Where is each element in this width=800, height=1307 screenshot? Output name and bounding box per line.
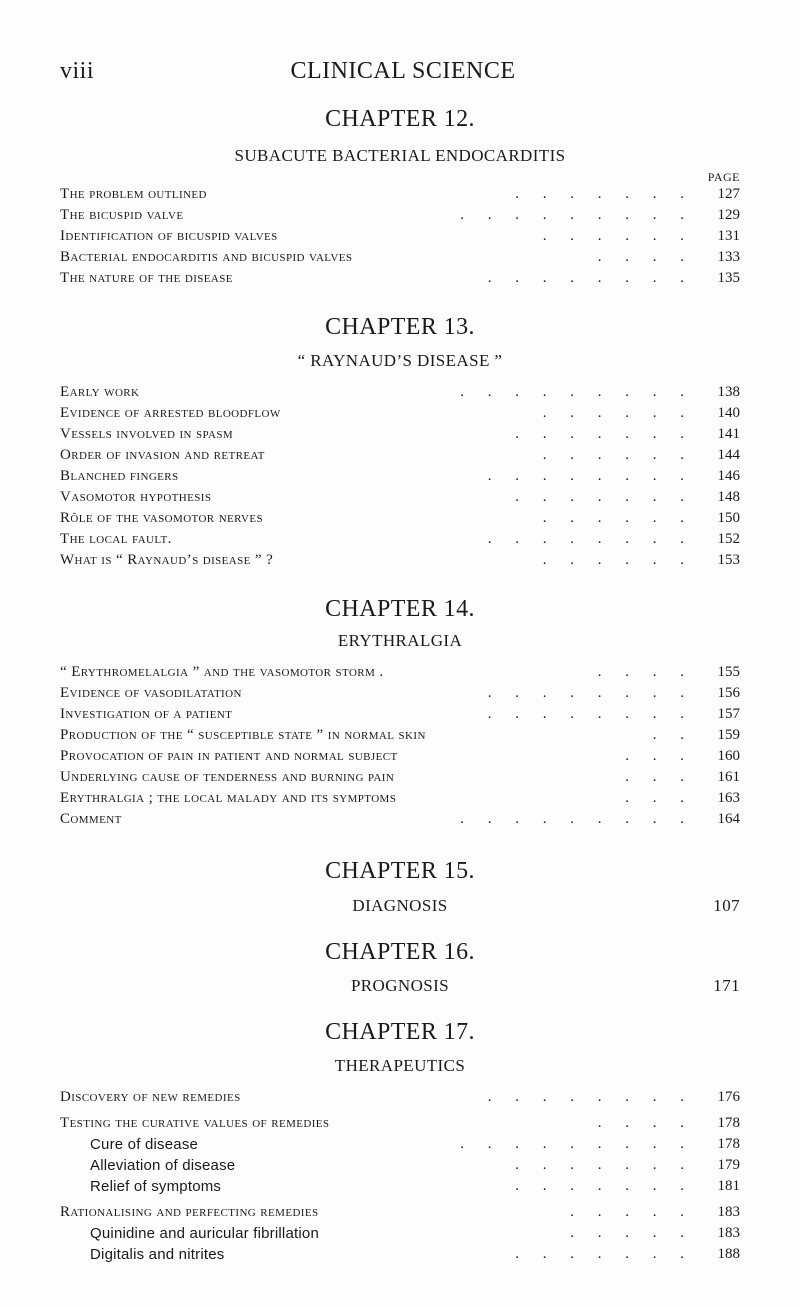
toc-entry-page: 129 bbox=[717, 207, 740, 223]
toc-entry-page: 150 bbox=[717, 510, 740, 526]
chapter-17-title: CHAPTER 17. bbox=[325, 1019, 475, 1045]
toc-entry[interactable] bbox=[60, 1115, 740, 1136]
leader-dots: . . . . bbox=[597, 664, 694, 680]
toc-entry[interactable] bbox=[60, 531, 740, 552]
toc-entry-page: 144 bbox=[717, 447, 740, 463]
leader-dots: . . . . . . . . bbox=[487, 685, 694, 701]
toc-entry-page: 155 bbox=[717, 664, 740, 680]
toc-subentry-page: 178 bbox=[717, 1136, 740, 1152]
toc-entry-label: Early work bbox=[60, 384, 140, 400]
toc-entry-label: Comment bbox=[60, 811, 122, 827]
leader-dots: . . . . . . bbox=[542, 552, 694, 568]
chapter-15-subtitle-text: DIAGNOSIS bbox=[352, 896, 448, 915]
toc-entry[interactable] bbox=[60, 405, 740, 426]
toc-subentry-page: 179 bbox=[717, 1157, 740, 1173]
leader-dots: . . . . . . . . bbox=[487, 468, 694, 484]
chapter-16-page: 171 bbox=[713, 976, 740, 995]
toc-entry[interactable] bbox=[60, 426, 740, 447]
chapter-15-subtitle bbox=[0, 896, 800, 916]
toc-entry-label: Order of invasion and retreat bbox=[60, 447, 265, 463]
leader-dots: . . . . . . . bbox=[515, 186, 694, 202]
toc-entry-page: 140 bbox=[717, 405, 740, 421]
leader-dots: . . bbox=[652, 727, 694, 743]
toc-entry[interactable] bbox=[60, 228, 740, 249]
leader-dots: . . . . . . . bbox=[515, 1157, 694, 1173]
toc-entry-label: Production of the “ susceptible state ” in normal skin bbox=[60, 727, 426, 743]
chapter-15-title: CHAPTER 15. bbox=[325, 858, 475, 884]
toc-subentry[interactable] bbox=[90, 1178, 740, 1199]
leader-dots: . . . . . . . . . bbox=[460, 1136, 694, 1152]
toc-entry-page: 135 bbox=[717, 270, 740, 286]
running-header bbox=[60, 58, 746, 88]
leader-dots: . . . . . bbox=[570, 1204, 694, 1220]
toc-entry-label: Investigation of a patient bbox=[60, 706, 233, 722]
toc-entry-label: “ Erythromelalgia ” and the vasomotor storm . bbox=[60, 664, 384, 680]
leader-dots: . . . . bbox=[597, 249, 694, 265]
chapter-16-subtitle bbox=[0, 976, 800, 996]
toc-entry[interactable] bbox=[60, 447, 740, 468]
toc-entry-page: 164 bbox=[717, 811, 740, 827]
toc-subentry[interactable] bbox=[90, 1136, 740, 1157]
toc-subentry-page: 183 bbox=[717, 1225, 740, 1241]
toc-entry-label: Blanched fingers bbox=[60, 468, 179, 484]
leader-dots: . . . . . . . . bbox=[487, 531, 694, 547]
toc-subentry[interactable] bbox=[90, 1225, 740, 1246]
toc-entry-page: 161 bbox=[717, 769, 740, 785]
toc-entry-page: 146 bbox=[717, 468, 740, 484]
toc-entry-label: Identification of bicuspid valves bbox=[60, 228, 278, 244]
toc-subentry-label: Cure of disease bbox=[90, 1136, 199, 1153]
toc-subentry[interactable] bbox=[90, 1246, 740, 1267]
leader-dots: . . . . . bbox=[570, 1225, 694, 1241]
page-number: viii bbox=[60, 58, 95, 84]
toc-subentry-label: Relief of symptoms bbox=[90, 1178, 222, 1195]
leader-dots: . . . . bbox=[597, 1115, 694, 1131]
chapter-12-subtitle: SUBACUTE BACTERIAL ENDOCARDITIS bbox=[234, 146, 566, 165]
toc-entry[interactable] bbox=[60, 706, 740, 727]
toc-subentry-label: Alleviation of disease bbox=[90, 1157, 236, 1174]
toc-entry-label: Rôle of the vasomotor nerves bbox=[60, 510, 263, 526]
toc-entry-page: 157 bbox=[717, 706, 740, 722]
toc-entry-label: The local fault. bbox=[60, 531, 172, 547]
toc-entry[interactable] bbox=[60, 510, 740, 531]
leader-dots: . . . . . . . bbox=[515, 426, 694, 442]
toc-entry-page: 183 bbox=[717, 1204, 740, 1220]
leader-dots: . . . . . . bbox=[542, 228, 694, 244]
toc-entry-label: Vasomotor hypothesis bbox=[60, 489, 212, 505]
leader-dots: . . . . . . . bbox=[515, 489, 694, 505]
toc-entry-page: 160 bbox=[717, 748, 740, 764]
toc-subentry-label: Digitalis and nitrites bbox=[90, 1246, 225, 1263]
toc-subentry-label: Quinidine and auricular fibrillation bbox=[90, 1225, 319, 1242]
toc-entry-page: 156 bbox=[717, 685, 740, 701]
toc-entry[interactable] bbox=[60, 811, 740, 832]
toc-entry[interactable] bbox=[60, 748, 740, 769]
leader-dots: . . . . . . bbox=[542, 447, 694, 463]
toc-entry[interactable] bbox=[60, 664, 740, 685]
leader-dots: . . . . . . . . . bbox=[460, 207, 694, 223]
toc-entry-label: The nature of the disease bbox=[60, 270, 233, 286]
toc-entry-page: 178 bbox=[717, 1115, 740, 1131]
leader-dots: . . . bbox=[625, 748, 694, 764]
leader-dots: . . . . . . bbox=[542, 510, 694, 526]
toc-entry-page: 141 bbox=[717, 426, 740, 442]
toc-entry[interactable] bbox=[60, 207, 740, 228]
running-title: CLINICAL SCIENCE bbox=[290, 58, 516, 84]
toc-entry-label: Provocation of pain in patient and normal subject bbox=[60, 748, 398, 764]
leader-dots: . . . . . . bbox=[542, 405, 694, 421]
leader-dots: . . . . . . . . . bbox=[460, 384, 694, 400]
toc-entry-label: Vessels involved in spasm bbox=[60, 426, 234, 442]
toc-entry[interactable] bbox=[60, 685, 740, 706]
leader-dots: . . . bbox=[625, 790, 694, 806]
toc-entry[interactable] bbox=[60, 186, 740, 207]
leader-dots: . . . . . . . bbox=[515, 1178, 694, 1194]
toc-entry-page: 133 bbox=[717, 249, 740, 265]
toc-entry-label: The problem outlined bbox=[60, 186, 207, 202]
chapter-15-page: 107 bbox=[713, 896, 740, 915]
chapter-16-subtitle-text: PROGNOSIS bbox=[350, 976, 450, 995]
leader-dots: . . . . . . . bbox=[515, 1246, 694, 1262]
leader-dots: . . . . . . . . bbox=[487, 270, 694, 286]
toc-entry[interactable] bbox=[60, 489, 740, 510]
toc-entry-page: 131 bbox=[717, 228, 740, 244]
toc-entry-page: 163 bbox=[717, 790, 740, 806]
toc-entry-label: Rationalising and perfecting remedies bbox=[60, 1204, 319, 1220]
toc-entry-page: 159 bbox=[717, 727, 740, 743]
toc-entry[interactable] bbox=[60, 384, 740, 405]
leader-dots: . . . . . . . . bbox=[487, 706, 694, 722]
chapter-12-title: CHAPTER 12. bbox=[325, 106, 475, 132]
toc-entry[interactable] bbox=[60, 769, 740, 790]
leader-dots: . . . . . . . . . bbox=[460, 811, 694, 827]
toc-entry-page: 148 bbox=[717, 489, 740, 505]
toc-entry-page: 127 bbox=[717, 186, 740, 202]
toc-entry-label: Discovery of new remedies bbox=[60, 1089, 241, 1105]
toc-entry-label: What is “ Raynaud’s disease ” ? bbox=[60, 552, 274, 568]
leader-dots: . . . bbox=[625, 769, 694, 785]
toc-entry-label: Erythralgia ; the local malady and its symptoms bbox=[60, 790, 397, 806]
page-column-label: PAGE bbox=[707, 170, 740, 184]
chapter-14-subtitle: ERYTHRALGIA bbox=[337, 631, 463, 650]
toc-entry-label: Bacterial endocarditis and bicuspid valves bbox=[60, 249, 353, 265]
toc-entry[interactable] bbox=[60, 790, 740, 811]
toc-entry[interactable] bbox=[60, 468, 740, 489]
chapter-17-subtitle: THERAPEUTICS bbox=[334, 1056, 466, 1075]
toc-entry-label: Underlying cause of tenderness and burning pain bbox=[60, 769, 395, 785]
toc-subentry-page: 188 bbox=[717, 1246, 740, 1262]
toc-subentry-page: 181 bbox=[717, 1178, 740, 1194]
toc-entry-page: 152 bbox=[717, 531, 740, 547]
toc-entry-page: 176 bbox=[717, 1089, 740, 1105]
chapter-14-title: CHAPTER 14. bbox=[325, 596, 475, 622]
toc-entry-label: Evidence of arrested bloodflow bbox=[60, 405, 281, 421]
toc-entry-page: 153 bbox=[717, 552, 740, 568]
toc-entry-label: The bicuspid valve bbox=[60, 207, 184, 223]
toc-entry[interactable] bbox=[60, 552, 740, 573]
toc-entry[interactable] bbox=[60, 727, 740, 748]
toc-entry[interactable] bbox=[60, 1089, 740, 1110]
chapter-13-subtitle: “ RAYNAUD’S DISEASE ” bbox=[297, 351, 503, 370]
chapter-13-title: CHAPTER 13. bbox=[325, 314, 475, 340]
toc-subentry[interactable] bbox=[90, 1157, 740, 1178]
toc-entry-label: Testing the curative values of remedies bbox=[60, 1115, 330, 1131]
toc-entry[interactable] bbox=[60, 1204, 740, 1225]
toc-entry-page: 138 bbox=[717, 384, 740, 400]
leader-dots: . . . . . . . . bbox=[487, 1089, 694, 1105]
toc-entry[interactable] bbox=[60, 270, 740, 291]
chapter-16-title: CHAPTER 16. bbox=[325, 939, 475, 965]
toc-entry[interactable] bbox=[60, 249, 740, 270]
toc-entry-label: Evidence of vasodilatation bbox=[60, 685, 242, 701]
